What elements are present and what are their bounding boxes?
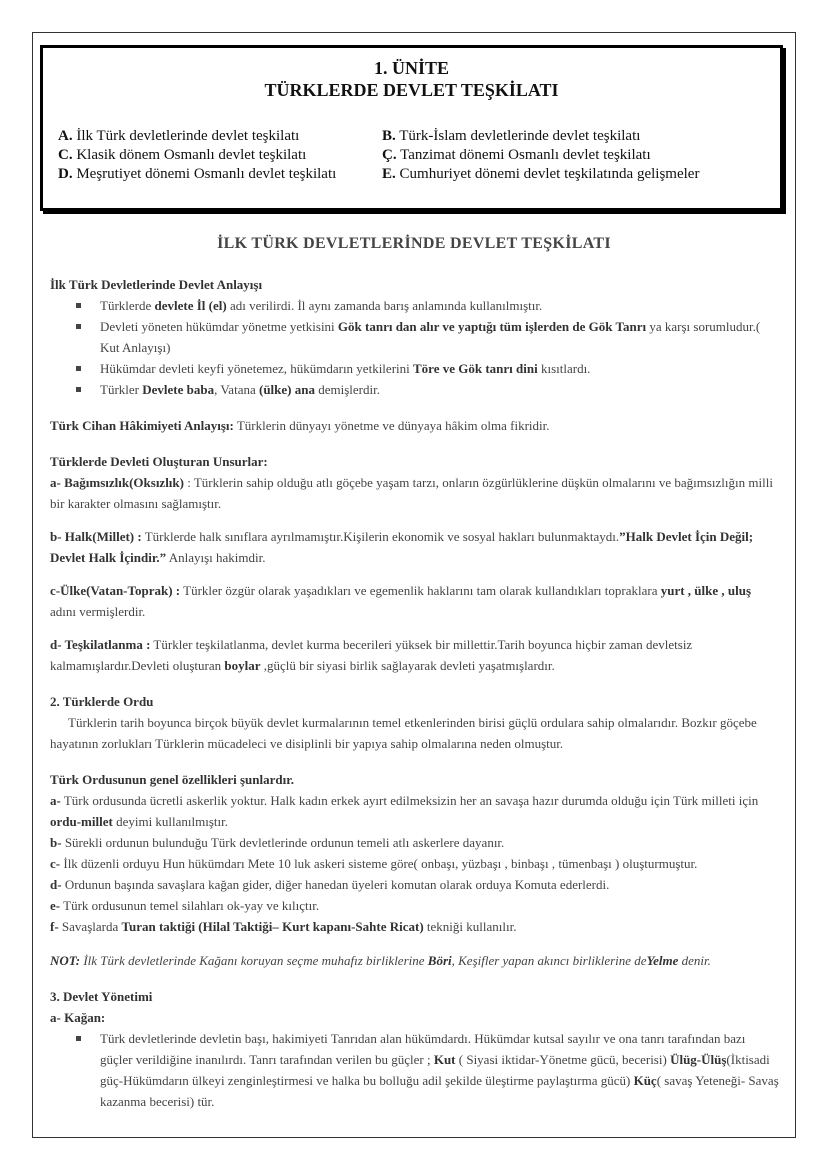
text: adı verilirdi. İl aynı zamanda barış anlamında kullanılmıştır. bbox=[226, 298, 543, 313]
text: demişlerdir. bbox=[314, 382, 380, 397]
text: Türkler teşkilatlanma, devlet kurma becerileri yüksek bir millettir.Tarih boyunca hiçbir zaman devletsiz kalmamışlardır.Devleti oluşturan bbox=[50, 637, 693, 673]
text: adını vermişlerdir. bbox=[50, 604, 146, 619]
bold-text: d- bbox=[50, 877, 62, 892]
anlayis-list bbox=[50, 295, 780, 400]
toc-letter: B. bbox=[382, 128, 396, 144]
unsur-c bbox=[50, 580, 780, 622]
toc-item-c bbox=[58, 147, 306, 164]
text: İlk Türk devletlerinde Kağanı koruyan seçme muhafız birliklerine bbox=[80, 953, 428, 968]
toc-item-d bbox=[58, 166, 336, 183]
toc-letter: C. bbox=[58, 147, 73, 163]
toc-letter: D. bbox=[58, 166, 73, 182]
anlayis-heading bbox=[50, 274, 780, 295]
bold-text: NOT: bbox=[50, 953, 81, 968]
toc-letter: E. bbox=[382, 166, 396, 182]
bold-text: e- bbox=[50, 898, 61, 913]
unsur-a bbox=[50, 472, 780, 514]
toc-text: Meşrutiyet dönemi Osmanlı devlet teşkilatı bbox=[72, 166, 337, 182]
bold-text: c-Ülke(Vatan-Toprak) : bbox=[50, 583, 181, 598]
text: Devleti yöneten hükümdar yönetme yetkisini bbox=[100, 319, 338, 334]
text: , Keşifler yapan akıncı birliklerine de bbox=[451, 953, 647, 968]
unit-header-box bbox=[40, 45, 783, 211]
ozellikler-heading bbox=[50, 769, 780, 790]
text: ( Siyasi iktidar-Yönetme gücü, becerisi) bbox=[455, 1052, 671, 1067]
bullet-icon bbox=[76, 324, 81, 329]
text: Türkler bbox=[100, 382, 143, 397]
text: ya karşı sorumludur.( Kut Anlayışı) bbox=[100, 319, 761, 355]
bold-text: a- bbox=[50, 793, 61, 808]
ozellik-e bbox=[50, 895, 780, 916]
text: Hükümdar devleti keyfi yönetemez, hükümdarın yetkilerini bbox=[100, 361, 413, 376]
heading-text: 3. Devlet Yönetimi bbox=[50, 989, 153, 1004]
bold-text: ”Halk Devlet İçin Değil; Devlet Halk İçindir.” bbox=[50, 529, 754, 565]
toc-text: Klasik dönem Osmanlı devlet teşkilatı bbox=[72, 147, 307, 163]
bold-text: a- Bağımsızlık(Oksızlık) bbox=[50, 475, 184, 490]
bold-text: devlete İl (el) bbox=[154, 298, 227, 313]
bold-text: ordu-millet bbox=[50, 814, 113, 829]
text: kısıtlardı. bbox=[537, 361, 591, 376]
bold-text: b- bbox=[50, 835, 62, 850]
bold-text: Turan taktiği (Hilal Taktiği– Kurt kapanı-Sahte Ricat) bbox=[121, 919, 424, 934]
toc-item-a bbox=[58, 128, 299, 145]
bold-text: Ülüg-Ülüş bbox=[670, 1052, 727, 1067]
bold-text: Devlete baba bbox=[142, 382, 215, 397]
bold-text: Kut bbox=[433, 1052, 456, 1067]
unit-number: 1. ÜNİTE bbox=[373, 58, 449, 78]
heading-text: Türklerde Devleti Oluşturan Unsurlar: bbox=[50, 454, 268, 469]
list-item bbox=[50, 316, 780, 358]
section-title: İLK TÜRK DEVLETLERİNDE DEVLET TEŞKİLATI bbox=[217, 235, 611, 252]
text: Türklerde bbox=[100, 298, 155, 313]
unsurlar-heading bbox=[50, 451, 780, 472]
kagan-heading bbox=[50, 1007, 780, 1028]
list-item bbox=[50, 295, 780, 316]
kagan-list bbox=[50, 1028, 780, 1112]
unit-title: TÜRKLERDE DEVLET TEŞKİLATI bbox=[264, 80, 559, 100]
text: : Türklerin sahip olduğu atlı göçebe yaşam tarzı, onların özgürlüklerine düşkün olmalarını ve bağımsızlığın milli bir karakter olmasını sağlamıştır. bbox=[50, 475, 773, 511]
text: (İktisadi güç-Hükümdarın ülkeyi zenginleştirmesi ve halka bu bolluğu adil şekilde üleştirme paylaştırma gücü) bbox=[100, 1052, 770, 1088]
bold-text: Böri bbox=[427, 953, 452, 968]
bold-text: Gök tanrı dan alır ve yaptığı tüm işlerden de Gök Tanrı bbox=[337, 319, 647, 334]
bold-text: Türk Cihan Hâkimiyeti Anlayışı: bbox=[50, 418, 234, 433]
bullet-icon bbox=[76, 387, 81, 392]
list-item bbox=[50, 1028, 780, 1112]
text: Türk ordusunun temel silahları ok-yay ve kılıçtır. bbox=[60, 898, 320, 913]
heading-text: 2. Türklerde Ordu bbox=[50, 694, 154, 709]
ordu-heading bbox=[50, 691, 780, 712]
bold-text: c- bbox=[50, 856, 61, 871]
bold-text: b- Halk(Millet) : bbox=[50, 529, 142, 544]
toc-text: Tanzimat dönemi Osmanlı devlet teşkilatı bbox=[396, 147, 651, 163]
text: Sürekli ordunun bulunduğu Türk devletlerinde ordunun temeli atlı askerlere dayanır. bbox=[61, 835, 505, 850]
bold-text: f- bbox=[50, 919, 59, 934]
heading-text: İlk Türk Devletlerinde Devlet Anlayışı bbox=[50, 277, 263, 292]
text: Türkler özgür olarak yaşadıkları ve egemenlik haklarını tam olarak kullandıkları topraklara bbox=[180, 583, 661, 598]
toc-text: Türk-İslam devletlerinde devlet teşkilatı bbox=[395, 128, 641, 144]
bold-text: (ülke) ana bbox=[258, 382, 315, 397]
text: denir. bbox=[678, 953, 711, 968]
bold-text: d- Teşkilatlanma : bbox=[50, 637, 151, 652]
ozellik-b bbox=[50, 832, 780, 853]
text: Türklerin dünyayı yönetme ve dünyaya hâkim olma fikridir. bbox=[233, 418, 550, 433]
bullet-icon bbox=[76, 366, 81, 371]
text: Ordunun başında savaşlara kağan gider, diğer hanedan üyeleri komutan olarak orduya Komuta ederlerdi. bbox=[61, 877, 610, 892]
text: deyimi kullanılmıştır. bbox=[112, 814, 229, 829]
yonetim-heading bbox=[50, 986, 780, 1007]
bullet-icon bbox=[76, 303, 81, 308]
text: Türk ordusunda ücretli askerlik yoktur. Halk kadın erkek ayırt edilmeksizin her an savaşa hazır durumda olduğu için Türk milleti için bbox=[60, 793, 759, 808]
unsur-d bbox=[50, 634, 780, 676]
text: İlk düzenli orduyu Hun hükümdarı Mete 10 luk askeri sisteme göre( onbaşı, yüzbaşı , binbaşı , tümenbaşı ) oluşturmuştur. bbox=[60, 856, 698, 871]
bold-text: Yelme bbox=[646, 953, 679, 968]
toc-letter: A. bbox=[58, 128, 73, 144]
ozellik-c bbox=[50, 853, 780, 874]
text: tekniği kullanılır. bbox=[423, 919, 517, 934]
ordu-paragraph: Türklerin tarih boyunca birçok büyük devlet kurmalarının temel etkenlerinden birisi güçlü ordulara sahip olmalarıdır. Bozkır göçebe hayatının zorlukları Türklerin mücadeleci ve disiplinli bir yapıya sahip olmalarına neden olmuştur. bbox=[50, 715, 757, 751]
text: ( savaş Yeteneği- Savaş kazanma becerisi) tür. bbox=[100, 1073, 779, 1109]
bold-text: Küç bbox=[633, 1073, 657, 1088]
bold-text: yurt , ülke , uluş bbox=[660, 583, 752, 598]
unsur-b bbox=[50, 526, 780, 568]
text: ,güçlü bir siyasi birlik sağlayarak devleti yaşatmışlardır. bbox=[260, 658, 555, 673]
text: Anlayışı hakimdir. bbox=[166, 550, 266, 565]
ozellik-d bbox=[50, 874, 780, 895]
toc-item-e bbox=[382, 166, 699, 183]
cihan-paragraph bbox=[50, 415, 780, 436]
toc-item-b bbox=[382, 128, 640, 145]
list-item bbox=[50, 358, 780, 379]
list-item bbox=[50, 379, 780, 400]
ozellik-a bbox=[50, 790, 780, 832]
bullet-icon bbox=[76, 1036, 81, 1041]
ozellik-f bbox=[50, 916, 780, 937]
toc-text: Cumhuriyet dönemi devlet teşkilatında gelişmeler bbox=[395, 166, 700, 182]
toc-item-c-cedilla bbox=[382, 147, 651, 164]
heading-text: Türk Ordusunun genel özellikleri şunlardır. bbox=[50, 772, 295, 787]
note-paragraph bbox=[50, 950, 780, 971]
bold-text: boylar bbox=[224, 658, 261, 673]
text: Türklerde halk sınıflara ayrılmamıştır.Kişilerin ekonomik ve sosyal hakları bulunmaktaydı. bbox=[141, 529, 620, 544]
bold-text: Töre ve Gök tanrı dini bbox=[413, 361, 538, 376]
heading-text: a- Kağan: bbox=[50, 1010, 106, 1025]
toc-text: İlk Türk devletlerinde devlet teşkilatı bbox=[72, 128, 300, 144]
text: , Vatana bbox=[214, 382, 259, 397]
document-body bbox=[50, 274, 780, 1112]
toc-letter: Ç. bbox=[382, 147, 397, 163]
text: Savaşlarda bbox=[58, 919, 122, 934]
text: Türk devletlerinde devletin başı, hakimiyeti Tanrıdan alan hükümdardı. Hükümdar kutsal sayılır ve ona tanrı tarafından bazı güçler verildiğine inanılırdı. Tanrı tarafından verilen bu güçler ; bbox=[100, 1031, 746, 1067]
